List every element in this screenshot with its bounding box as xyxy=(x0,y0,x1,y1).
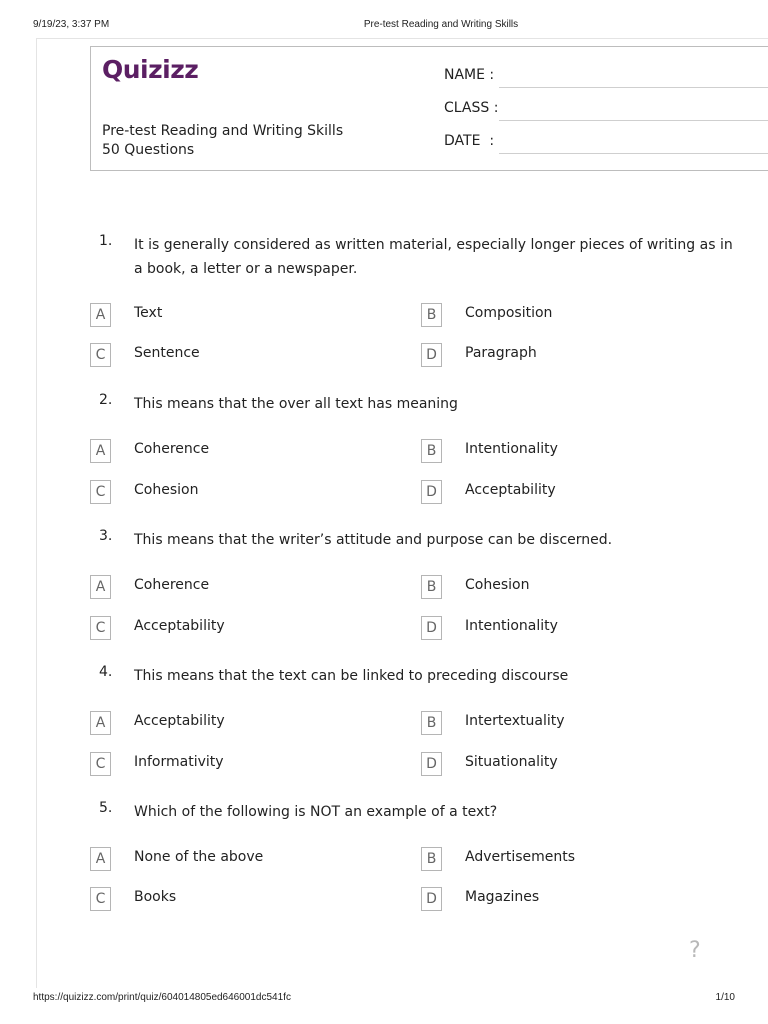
option-text: Cohesion xyxy=(134,482,199,498)
print-timestamp: 9/19/23, 3:37 PM xyxy=(33,19,110,30)
option-letter: C xyxy=(90,343,111,367)
option-letter: C xyxy=(90,480,111,504)
option-letter: B xyxy=(421,439,442,463)
option-letter: B xyxy=(421,847,442,871)
option-text: Acceptability xyxy=(465,482,556,498)
option-text: Coherence xyxy=(134,441,210,457)
option-text: None of the above xyxy=(134,849,264,865)
question-count: 50 Questions xyxy=(102,142,195,158)
option-text: Situationality xyxy=(465,754,558,770)
option-text: Composition xyxy=(465,305,553,321)
quiz-header-box xyxy=(90,46,768,171)
option-text: Advertisements xyxy=(465,849,576,865)
option-text: Text xyxy=(134,305,163,321)
option-letter: B xyxy=(421,711,442,735)
page-frame xyxy=(36,38,768,988)
option-text: Magazines xyxy=(465,889,540,905)
option-text: Acceptability xyxy=(134,618,225,634)
question-number: 3. xyxy=(99,528,113,544)
question-number: 1. xyxy=(99,233,113,249)
option-letter: D xyxy=(421,752,442,776)
quiz-title: Pre-test Reading and Writing Skills xyxy=(102,123,344,139)
question-number: 5. xyxy=(99,800,113,816)
class-field[interactable] xyxy=(444,100,768,122)
option-letter: B xyxy=(421,303,442,327)
class-line xyxy=(499,120,768,121)
option-text: Intentionality xyxy=(465,618,558,634)
quizizz-logo: Quizizz xyxy=(102,55,199,84)
print-footer xyxy=(0,992,768,1012)
question-text: This means that the writer’s attitude and purpose can be discerned. xyxy=(134,532,613,548)
option-letter: C xyxy=(90,887,111,911)
option-text: Acceptability xyxy=(134,713,225,729)
option-text: Informativity xyxy=(134,754,224,770)
question-number: 2. xyxy=(99,392,113,408)
name-line xyxy=(499,87,768,88)
option-letter: D xyxy=(421,616,442,640)
option-letter: A xyxy=(90,575,111,599)
option-text: Cohesion xyxy=(465,577,530,593)
date-line xyxy=(499,153,768,154)
question-text: It is generally considered as written material, especially longer pieces of writing as in a book, a letter or a newspaper. xyxy=(134,237,733,277)
option-letter: B xyxy=(421,575,442,599)
option-letter: A xyxy=(90,303,111,327)
option-letter: D xyxy=(421,480,442,504)
question-text: Which of the following is NOT an example of a text? xyxy=(134,804,498,820)
option-text: Sentence xyxy=(134,345,200,361)
option-letter: C xyxy=(90,616,111,640)
print-header xyxy=(0,0,768,40)
name-field[interactable] xyxy=(444,67,768,89)
option-letter: A xyxy=(90,847,111,871)
option-letter: D xyxy=(421,343,442,367)
option-text: Paragraph xyxy=(465,345,537,361)
print-url: https://quizizz.com/print/quiz/604014805ed646001dc541fc xyxy=(33,992,291,1003)
date-label: DATE : xyxy=(444,133,495,149)
help-icon[interactable]: ? xyxy=(689,938,701,963)
question-number: 4. xyxy=(99,664,113,680)
option-text: Intertextuality xyxy=(465,713,565,729)
class-label: CLASS : xyxy=(444,100,499,116)
option-text: Intentionality xyxy=(465,441,558,457)
print-page-title: Pre-test Reading and Writing Skills xyxy=(363,19,519,30)
option-text: Coherence xyxy=(134,577,210,593)
question-text: This means that the over all text has meaning xyxy=(134,396,458,412)
date-field[interactable] xyxy=(444,133,768,155)
name-label: NAME : xyxy=(444,67,495,83)
option-text: Books xyxy=(134,889,177,905)
question-text: This means that the text can be linked to preceding discourse xyxy=(134,668,569,684)
option-letter: A xyxy=(90,439,111,463)
option-letter: D xyxy=(421,887,442,911)
option-letter: A xyxy=(90,711,111,735)
option-letter: C xyxy=(90,752,111,776)
print-page-number: 1/10 xyxy=(715,992,735,1003)
